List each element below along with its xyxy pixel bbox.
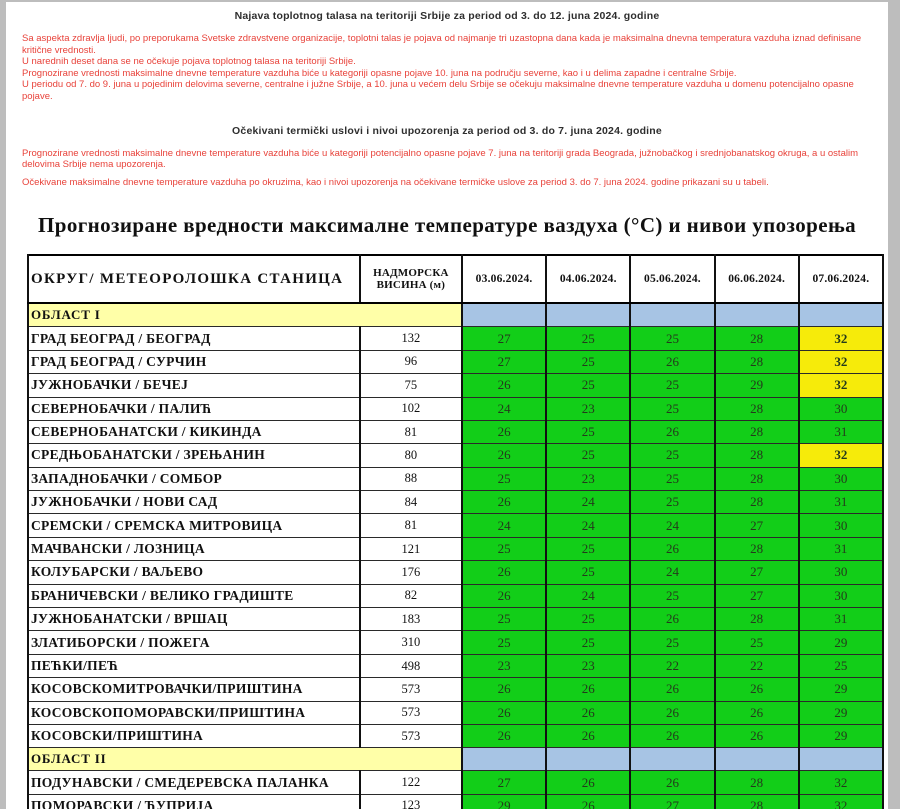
altitude-cell: 123 (360, 794, 462, 809)
table-row (28, 794, 883, 809)
temp-cell: 26 (715, 701, 799, 724)
temp-cell: 24 (546, 514, 630, 537)
temp-cell: 26 (546, 771, 630, 794)
warning-notes-paragraphs (22, 148, 884, 189)
temp-cell: 26 (630, 678, 714, 701)
table-row (28, 771, 883, 794)
altitude-cell: 84 (360, 491, 462, 514)
temp-cell: 28 (715, 420, 799, 443)
temp-cell: 25 (630, 444, 714, 467)
table-row (28, 724, 883, 747)
table-row (28, 561, 883, 584)
area-spacer-cell (799, 748, 883, 771)
temp-cell: 26 (546, 724, 630, 747)
temp-cell: 28 (715, 537, 799, 560)
temp-cell: 24 (630, 561, 714, 584)
temp-cell: 26 (546, 678, 630, 701)
temp-cell: 26 (630, 771, 714, 794)
temp-cell: 32 (799, 327, 883, 350)
area-spacer-cell (462, 303, 546, 327)
altitude-cell: 132 (360, 327, 462, 350)
area-spacer-cell (630, 303, 714, 327)
altitude-cell: 96 (360, 350, 462, 373)
temp-cell: 25 (630, 397, 714, 420)
temp-cell: 26 (462, 374, 546, 397)
temp-cell: 28 (715, 794, 799, 809)
document-title: Najava toplotnog talasa na teritoriji Srbije za period od 3. do 12. juna 2024. godine (234, 10, 660, 22)
temp-cell: 29 (799, 724, 883, 747)
temp-cell: 25 (462, 467, 546, 490)
temp-cell: 29 (799, 701, 883, 724)
altitude-cell: 176 (360, 561, 462, 584)
area-spacer-cell (799, 303, 883, 327)
temp-cell: 26 (462, 724, 546, 747)
temp-cell: 26 (630, 701, 714, 724)
station-cell: МАЧВАНСКИ / ЛОЗНИЦА (28, 537, 360, 560)
forecast-table-title: Прогнозиране вредности максималне температуре ваздуха (°С) и нивои упозорења (38, 213, 856, 238)
temp-cell: 27 (715, 514, 799, 537)
temp-cell: 30 (799, 561, 883, 584)
temp-cell: 25 (715, 631, 799, 654)
station-cell: ГРАД БЕОГРАД / СУРЧИН (28, 350, 360, 373)
altitude-cell: 102 (360, 397, 462, 420)
temp-cell: 25 (630, 491, 714, 514)
date-column-header: 07.06.2024. (799, 255, 883, 303)
temp-cell: 25 (799, 654, 883, 677)
temp-cell: 31 (799, 608, 883, 631)
table-row (28, 444, 883, 467)
area-spacer-cell (715, 303, 799, 327)
temp-cell: 32 (799, 794, 883, 809)
temp-cell: 31 (799, 491, 883, 514)
station-cell: СРЕДЊОБАНАТСКИ / ЗРЕЊАНИН (28, 444, 360, 467)
temp-cell: 26 (462, 420, 546, 443)
temp-cell: 24 (462, 397, 546, 420)
note-paragraph: Očekivane maksimalne dnevne temperature vazduha po okruzima, kao i nivoi upozorenja na očekivane termičke uslove za period 3. do 7. juna 2024. godine prikazani su u tabeli. (22, 176, 769, 188)
temp-cell: 26 (630, 420, 714, 443)
temp-cell: 30 (799, 584, 883, 607)
table-row (28, 608, 883, 631)
altitude-cell: 310 (360, 631, 462, 654)
temp-cell: 24 (630, 514, 714, 537)
temp-cell: 23 (546, 397, 630, 420)
altitude-cell: 88 (360, 467, 462, 490)
station-cell: КОЛУБАРСКИ / ВАЉЕВО (28, 561, 360, 584)
heatwave-intro-paragraphs (22, 33, 884, 103)
station-cell: ЈУЖНОБАЧКИ / НОВИ САД (28, 491, 360, 514)
temp-cell: 25 (630, 467, 714, 490)
table-row (28, 420, 883, 443)
area-label: ОБЛАСТ I (28, 303, 462, 327)
temp-cell: 28 (715, 491, 799, 514)
altitude-cell: 183 (360, 608, 462, 631)
altitude-cell: 82 (360, 584, 462, 607)
station-cell: ПЕЋКИ/ПЕЋ (28, 654, 360, 677)
altitude-header-line1: НАДМОРСКА (373, 267, 449, 280)
temp-cell: 25 (630, 584, 714, 607)
temp-cell: 31 (799, 537, 883, 560)
date-column-header: 04.06.2024. (546, 255, 630, 303)
temp-cell: 25 (630, 631, 714, 654)
temp-cell: 28 (715, 608, 799, 631)
temp-cell: 29 (715, 374, 799, 397)
table-row (28, 491, 883, 514)
temp-cell: 24 (546, 584, 630, 607)
temp-cell: 26 (715, 724, 799, 747)
temp-cell: 32 (799, 771, 883, 794)
temp-cell: 23 (546, 467, 630, 490)
table-row (28, 374, 883, 397)
temp-cell: 26 (715, 678, 799, 701)
temp-cell: 27 (630, 794, 714, 809)
table-row (28, 701, 883, 724)
station-cell: КОСОВСКИ/ПРИШТИНА (28, 724, 360, 747)
date-column-header: 06.06.2024. (715, 255, 799, 303)
area-header-row (28, 303, 883, 327)
note-paragraph: Prognozirane vrednosti maksimalne dnevne temperature vazduha biće u kategoriji potencijalno opasne pojave 7. juna na teritoriji grada Beograda, južnobačkog i srednjobanatskog okruga, a u ostalim delovima Srbije nema upozorenja. (22, 147, 858, 171)
temp-cell: 32 (799, 444, 883, 467)
forecast-table-body (28, 303, 883, 809)
temp-cell: 25 (546, 374, 630, 397)
temp-cell: 25 (546, 608, 630, 631)
altitude-cell: 81 (360, 420, 462, 443)
temp-cell: 27 (462, 350, 546, 373)
temp-cell: 30 (799, 467, 883, 490)
temp-cell: 26 (546, 701, 630, 724)
table-row (28, 654, 883, 677)
temp-cell: 25 (630, 374, 714, 397)
temp-cell: 25 (546, 327, 630, 350)
area-spacer-cell (462, 748, 546, 771)
intro-paragraph: Prognozirane vrednosti maksimalne dnevne temperature vazduha biće u kategoriji opasne pojave 10. juna na području severne, kao i u delima zapadne i centralne Srbije. (22, 67, 737, 79)
temp-cell: 23 (546, 654, 630, 677)
temp-cell: 25 (462, 608, 546, 631)
altitude-cell: 75 (360, 374, 462, 397)
station-cell: КОСОВСКОПОМОРАВСКИ/ПРИШТИНА (28, 701, 360, 724)
temp-cell: 26 (462, 561, 546, 584)
temp-cell: 32 (799, 374, 883, 397)
station-cell: ПОМОРАВСКИ / ЋУПРИЈА (28, 794, 360, 809)
table-row (28, 631, 883, 654)
station-cell: СРЕМСКИ / СРЕМСКА МИТРОВИЦА (28, 514, 360, 537)
temp-cell: 26 (630, 724, 714, 747)
station-cell: ЗЛАТИБОРСКИ / ПОЖЕГА (28, 631, 360, 654)
forecast-table (27, 254, 884, 809)
temp-cell: 24 (462, 514, 546, 537)
station-cell: КОСОВСКОМИТРОВАЧКИ/ПРИШТИНА (28, 678, 360, 701)
area-spacer-cell (715, 748, 799, 771)
intro-paragraph: U periodu od 7. do 9. juna u pojedinim delovima severne, centralne i južne Srbije, a 10. juna u većem delu Srbije se očekuju maksimalne dnevne temperature vazduha u domenu potencijalno opasne pojave. (22, 79, 854, 102)
temp-cell: 27 (462, 327, 546, 350)
station-cell: СЕВЕРНОБАЧКИ / ПАЛИЋ (28, 397, 360, 420)
temp-cell: 32 (799, 350, 883, 373)
temp-cell: 27 (715, 584, 799, 607)
altitude-cell: 573 (360, 701, 462, 724)
station-cell: ГРАД БЕОГРАД / БЕОГРАД (28, 327, 360, 350)
temp-cell: 23 (462, 654, 546, 677)
temp-cell: 27 (462, 771, 546, 794)
area-spacer-cell (546, 303, 630, 327)
temp-cell: 26 (630, 350, 714, 373)
temp-cell: 26 (462, 678, 546, 701)
table-row (28, 467, 883, 490)
table-row (28, 537, 883, 560)
temp-cell: 25 (546, 420, 630, 443)
station-cell: ЈУЖНОБАЧКИ / БЕЧЕЈ (28, 374, 360, 397)
altitude-header-line2: ВИСИНА (м) (376, 279, 446, 292)
temp-cell: 26 (630, 608, 714, 631)
temp-cell: 22 (715, 654, 799, 677)
temp-cell: 29 (799, 631, 883, 654)
temp-cell: 26 (462, 444, 546, 467)
table-row (28, 678, 883, 701)
temp-cell: 25 (462, 537, 546, 560)
temp-cell: 26 (630, 537, 714, 560)
temp-cell: 25 (546, 561, 630, 584)
area-spacer-cell (630, 748, 714, 771)
altitude-cell: 498 (360, 654, 462, 677)
temp-cell: 28 (715, 467, 799, 490)
table-row (28, 584, 883, 607)
temp-cell: 26 (462, 701, 546, 724)
temp-cell: 28 (715, 350, 799, 373)
area-spacer-cell (546, 748, 630, 771)
temp-cell: 31 (799, 420, 883, 443)
temp-cell: 26 (462, 491, 546, 514)
temp-cell: 24 (546, 491, 630, 514)
table-row (28, 397, 883, 420)
temp-cell: 25 (462, 631, 546, 654)
temp-cell: 25 (546, 631, 630, 654)
station-cell: ЈУЖНОБАНАТСКИ / ВРШАЦ (28, 608, 360, 631)
temp-cell: 25 (546, 350, 630, 373)
temp-cell: 28 (715, 444, 799, 467)
temp-cell: 25 (546, 444, 630, 467)
station-column-header: ОКРУГ/ МЕТЕОРОЛОШКА СТАНИЦА (28, 255, 360, 303)
temp-cell: 30 (799, 514, 883, 537)
altitude-cell: 122 (360, 771, 462, 794)
altitude-column-header (360, 255, 462, 303)
table-header-row (28, 255, 883, 303)
station-cell: СЕВЕРНОБАНАТСКИ / КИКИНДА (28, 420, 360, 443)
temp-cell: 27 (715, 561, 799, 584)
area-header-row (28, 748, 883, 771)
table-row (28, 350, 883, 373)
altitude-cell: 573 (360, 724, 462, 747)
table-row (28, 327, 883, 350)
temp-cell: 28 (715, 771, 799, 794)
date-column-header: 03.06.2024. (462, 255, 546, 303)
altitude-cell: 573 (360, 678, 462, 701)
document-page (6, 2, 888, 809)
altitude-cell: 81 (360, 514, 462, 537)
temp-cell: 30 (799, 397, 883, 420)
station-cell: ПОДУНАВСКИ / СМЕДЕРЕВСКА ПАЛАНКА (28, 771, 360, 794)
altitude-cell: 121 (360, 537, 462, 560)
area-label: ОБЛАСТ II (28, 748, 462, 771)
intro-paragraph: U narednih deset dana se ne očekuje pojava toplotnog talasa na teritoriji Srbije. (22, 56, 356, 68)
temp-cell: 29 (799, 678, 883, 701)
temp-cell: 28 (715, 397, 799, 420)
station-cell: ЗАПАДНОБАЧКИ / СОМБОР (28, 467, 360, 490)
temp-cell: 26 (462, 584, 546, 607)
altitude-cell: 80 (360, 444, 462, 467)
table-row (28, 514, 883, 537)
temp-cell: 29 (462, 794, 546, 809)
temp-cell: 25 (546, 537, 630, 560)
station-cell: БРАНИЧЕВСКИ / ВЕЛИКО ГРАДИШТЕ (28, 584, 360, 607)
temp-cell: 26 (546, 794, 630, 809)
temp-cell: 28 (715, 327, 799, 350)
document-subtitle: Očekivani termički uslovi i nivoi upozorenja za period od 3. do 7. juna 2024. godine (232, 124, 662, 137)
intro-paragraph: Sa aspekta zdravlja ljudi, po preporukama Svetske zdravstvene organizacije, toplotni talas je pojava od najmanje tri uzastopna dana kada je maksimalna dnevna temperatura vazduha iznad definisane kritične vrednosti. (22, 33, 862, 56)
temp-cell: 22 (630, 654, 714, 677)
temp-cell: 25 (630, 327, 714, 350)
date-column-header: 05.06.2024. (630, 255, 714, 303)
